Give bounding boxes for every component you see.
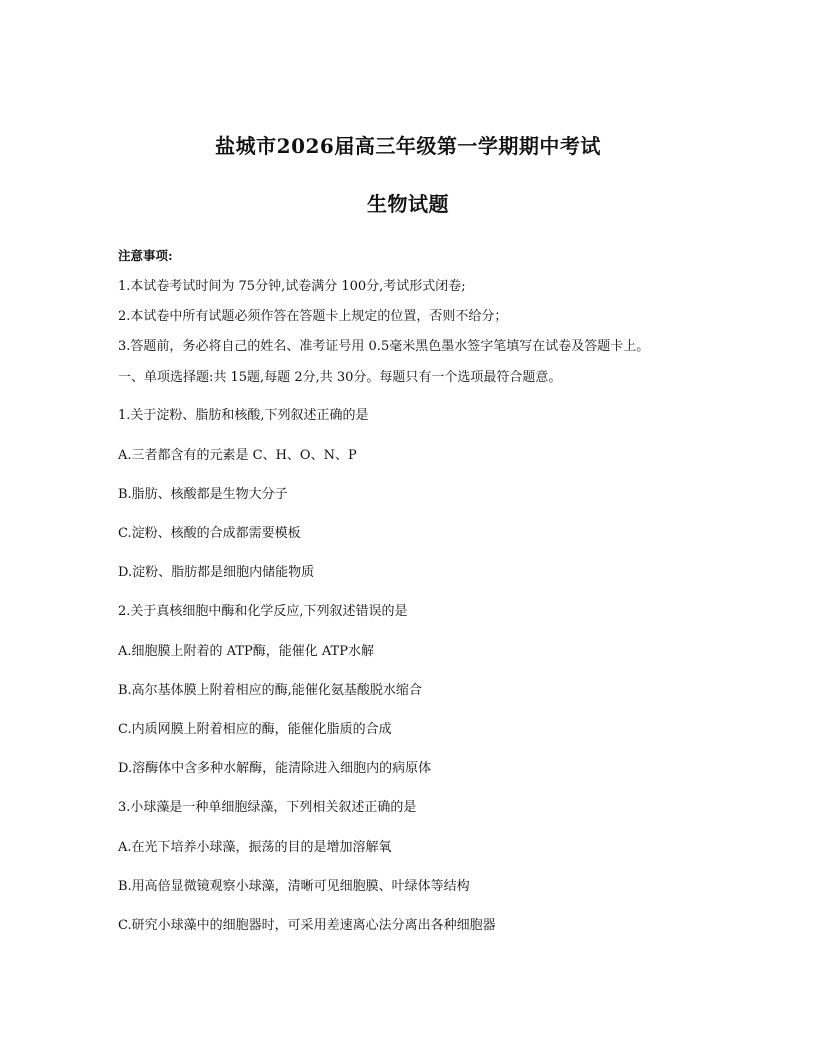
notice-item: 1.本试卷考试时间为 75分钟,试卷满分 100分,考试形式闭卷;: [118, 279, 466, 294]
question-option: C.淀粉、核酸的合成都需要模板: [118, 526, 301, 541]
question-option: D.溶酶体中含多种水解酶，能清除进入细胞内的病原体: [118, 761, 432, 776]
section-heading: 一、单项选择题:共 15题,每题 2分,共 30分。每题只有一个选项最符合题意。: [118, 370, 562, 385]
question-option: C.研究小球藻中的细胞器时，可采用差速离心法分离出各种细胞器: [118, 918, 496, 933]
question-option: C.内质网膜上附着相应的酶，能催化脂质的合成: [118, 722, 392, 737]
question-option: B.高尔基体膜上附着相应的酶,能催化氨基酸脱水缩合: [118, 683, 422, 698]
question-option: D.淀粉、脂肪都是细胞内储能物质: [118, 565, 315, 580]
question-option: B.脂肪、核酸都是生物大分子: [118, 487, 288, 502]
question-option: A.细胞膜上附着的 ATP酶，能催化 ATP水解: [118, 644, 374, 659]
question-stem: 2.关于真核细胞中酶和化学反应,下列叙述错误的是: [118, 604, 408, 619]
question-stem: 3.小球藻是一种单细胞绿藻，下列相关叙述正确的是: [118, 800, 417, 815]
question-option: A.三者都含有的元素是 C、H、O、N、P: [118, 448, 357, 463]
question-option: B.用高倍显微镜观察小球藻，清晰可见细胞膜、叶绿体等结构: [118, 879, 470, 894]
notice-heading: 注意事项:: [118, 248, 173, 263]
notice-item: 2.本试卷中所有试题必须作答在答题卡上规定的位置，否则不给分；: [118, 309, 508, 324]
notice-item: 3.答题前，务必将自己的姓名、准考证号用 0.5毫米黑色墨水签字笔填写在试卷及答题卡上。: [118, 339, 650, 354]
question-stem: 1.关于淀粉、脂肪和核酸,下列叙述正确的是: [118, 408, 369, 423]
exam-subtitle: 生物试题: [367, 192, 449, 216]
exam-title: 盐城市2026届高三年级第一学期期中考试: [215, 134, 601, 158]
question-option: A.在光下培养小球藻，振荡的目的是增加溶解氧: [118, 840, 392, 855]
